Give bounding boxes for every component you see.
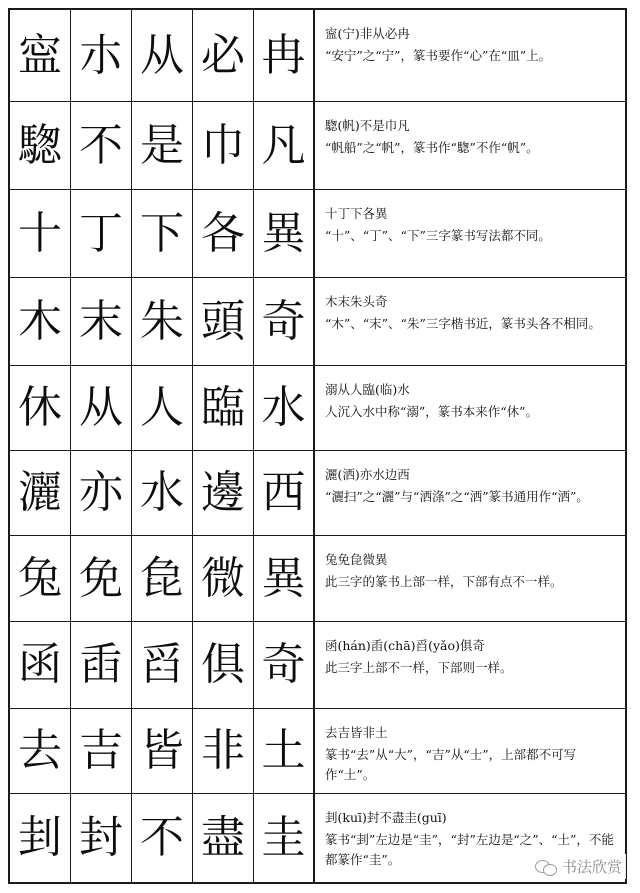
seal-glyph: 冉 xyxy=(254,10,315,101)
seal-glyph: 吉 xyxy=(71,709,132,793)
seal-glyph: 土 xyxy=(254,709,315,793)
table-row xyxy=(10,102,625,190)
row-note xyxy=(315,190,625,277)
note-heading: 騘(帆)不是巾凡 xyxy=(325,118,410,133)
table-row xyxy=(10,10,625,102)
seal-glyph: 俱 xyxy=(193,622,254,708)
row-note xyxy=(315,278,625,365)
seal-glyph: 臨 xyxy=(193,366,254,450)
note-heading: 刲(kuī)封不盡圭(guī) xyxy=(325,810,447,825)
seal-glyph: 灑 xyxy=(10,451,71,535)
seal-glyph: 是 xyxy=(132,102,193,189)
seal-glyph: 奇 xyxy=(254,278,315,365)
wechat-icon xyxy=(535,858,557,876)
table-row xyxy=(10,622,625,709)
seal-glyph: 非 xyxy=(193,709,254,793)
seal-glyph: 刲 xyxy=(10,794,71,882)
seal-glyph: 木 xyxy=(10,278,71,365)
seal-glyph: 封 xyxy=(71,794,132,882)
note-heading: 木末朱头奇 xyxy=(325,294,388,309)
row-note xyxy=(315,366,625,450)
note-text: “十”、“丁”、“下”三字篆书写法都不同。 xyxy=(325,228,551,243)
note-heading: 溺从人臨(临)水 xyxy=(325,382,410,397)
table xyxy=(8,8,627,884)
seal-glyph: 休 xyxy=(10,366,71,450)
seal-glyph: 巾 xyxy=(193,102,254,189)
row-note xyxy=(315,709,625,793)
watermark-text: 书法欣赏 xyxy=(561,858,622,876)
note-heading: 灑(洒)亦水边西 xyxy=(325,467,410,482)
seal-glyph: 舀 xyxy=(132,622,193,708)
row-note xyxy=(315,622,625,708)
note-text: 此三字的篆书上部一样，下部有点不一样。 xyxy=(325,574,563,589)
table-row xyxy=(10,451,625,536)
seal-glyph: 末 xyxy=(71,278,132,365)
note-heading: 兔免㲋微異 xyxy=(325,552,388,567)
seal-glyph: 頭 xyxy=(193,278,254,365)
seal-glyph: 水 xyxy=(132,451,193,535)
table-row xyxy=(10,366,625,451)
note-text: “安宁”之“宁”，篆书要作“心”在“皿”上。 xyxy=(325,48,552,63)
note-text: 篆书“刲”左边是“圭”，“封”左边是“之”、“土”，不能都篆作“圭”。 xyxy=(325,832,614,867)
note-heading: 函(hán)臿(chā)舀(yǎo)俱奇 xyxy=(325,638,485,653)
note-text: “帆船”之“帆”，篆书作“騘”不作“帆”。 xyxy=(325,140,539,155)
seal-glyph: 異 xyxy=(254,536,315,621)
seal-glyph: 皆 xyxy=(132,709,193,793)
note-heading: 十丁下各異 xyxy=(325,206,388,221)
seal-glyph: 下 xyxy=(132,190,193,277)
seal-glyph: 函 xyxy=(10,622,71,708)
seal-glyph: 人 xyxy=(132,366,193,450)
note-heading: 寍(宁)非从必冉 xyxy=(325,26,410,41)
note-text: 此三字上部不一样，下部则一样。 xyxy=(325,660,513,675)
seal-glyph: 異 xyxy=(254,190,315,277)
row-note xyxy=(315,451,625,535)
seal-glyph: 西 xyxy=(254,451,315,535)
table-row xyxy=(10,709,625,794)
seal-glyph: 奇 xyxy=(254,622,315,708)
seal-glyph: 盡 xyxy=(193,794,254,882)
seal-glyph: 㲋 xyxy=(132,536,193,621)
seal-glyph: 丁 xyxy=(71,190,132,277)
seal-glyph: 免 xyxy=(71,536,132,621)
table-row xyxy=(10,536,625,622)
seal-glyph: 微 xyxy=(193,536,254,621)
seal-glyph: 朩 xyxy=(71,10,132,101)
note-text: “木”、“末”、“朱”三字楷书近，篆书头各不相同。 xyxy=(325,316,601,331)
table-row xyxy=(10,278,625,366)
seal-glyph: 从 xyxy=(132,10,193,101)
note-text: “灑扫”之“灑”与“洒涤”之“洒”篆书通用作“洒”。 xyxy=(325,489,589,504)
seal-glyph: 十 xyxy=(10,190,71,277)
seal-glyph: 不 xyxy=(132,794,193,882)
seal-glyph: 寍 xyxy=(10,10,71,101)
seal-glyph: 亦 xyxy=(71,451,132,535)
seal-glyph: 邊 xyxy=(193,451,254,535)
note-text: 篆书“去”从“大”，“吉”从“士”，上部都不可写作“土”。 xyxy=(325,747,577,782)
seal-glyph: 朱 xyxy=(132,278,193,365)
note-text: 人沉入水中称“溺”，篆书本来作“休”。 xyxy=(325,404,539,419)
table-row xyxy=(10,190,625,278)
seal-glyph: 各 xyxy=(193,190,254,277)
seal-glyph: 不 xyxy=(71,102,132,189)
seal-glyph: 去 xyxy=(10,709,71,793)
row-note xyxy=(315,102,625,189)
row-note xyxy=(315,536,625,621)
seal-glyph: 水 xyxy=(254,366,315,450)
seal-glyph: 騘 xyxy=(10,102,71,189)
seal-glyph: 凡 xyxy=(254,102,315,189)
watermark xyxy=(531,854,626,879)
seal-glyph: 兔 xyxy=(10,536,71,621)
note-heading: 去吉皆非土 xyxy=(325,725,388,740)
seal-glyph: 圭 xyxy=(254,794,315,882)
seal-glyph: 臿 xyxy=(71,622,132,708)
seal-glyph: 从 xyxy=(71,366,132,450)
row-note xyxy=(315,10,625,101)
seal-glyph: 必 xyxy=(193,10,254,101)
